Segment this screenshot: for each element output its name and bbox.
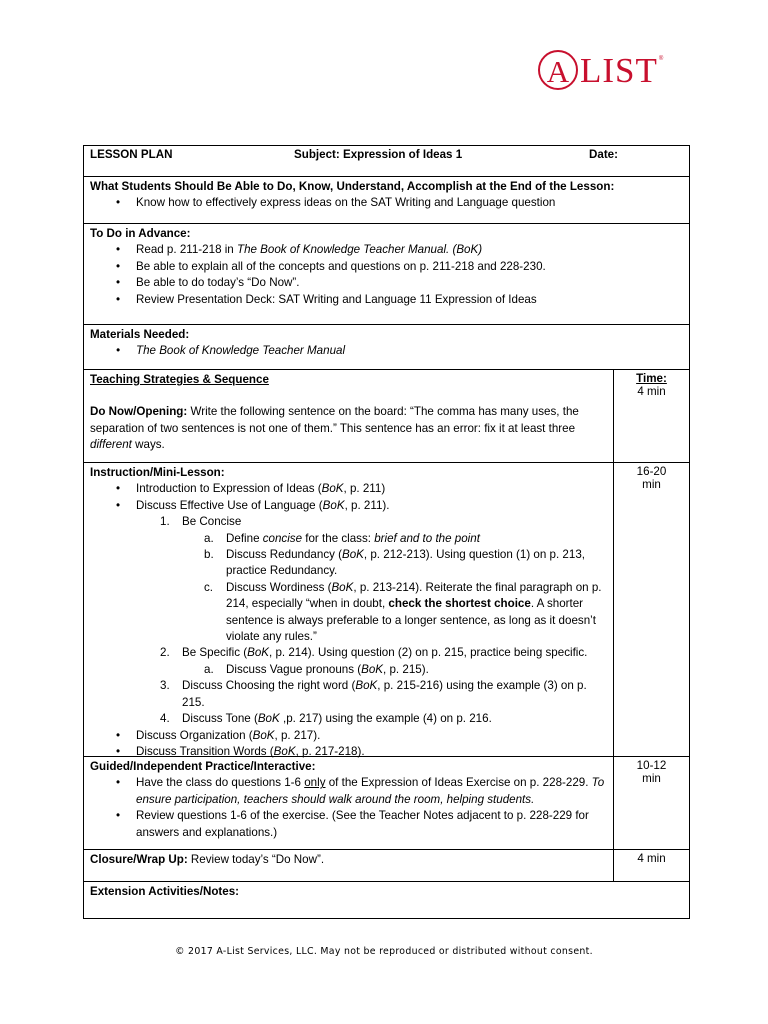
logo-circle-a: A (538, 50, 578, 90)
instruction-item: • Discuss Effective Use of Language (BoK, p. 211). (90, 498, 607, 514)
objectives-row (84, 176, 689, 223)
materials-item: • The Book of Knowledge Teacher Manual (90, 343, 683, 359)
practice-time: 10-12 min (636, 759, 667, 785)
instruction-heading: Instruction/Mini-Lesson: (90, 466, 225, 479)
numbered-item: 2. Be Specific (BoK, p. 214). Using question (2) on p. 215, practice being specific. (160, 646, 588, 660)
header-row (84, 146, 689, 176)
practice-item: • Have the class do questions 1-6 only of the Expression of Ideas Exercise on p. 228-229. To ensure participation, teachers should walk around the room, helping students. (90, 775, 607, 808)
extension-row (84, 881, 689, 918)
copyright-footer: © 2017 A-List Services, LLC. May not be reproduced or distributed without consent. (175, 946, 593, 957)
advance-list (90, 242, 683, 308)
strategies-row (84, 369, 689, 462)
instruction-list-end (90, 728, 607, 761)
practice-heading: Guided/Independent Practice/Interactive: (90, 760, 316, 773)
advance-item: • Be able to explain all of the concepts and questions on p. 211-218 and 228-230. (90, 259, 683, 275)
instruction-list (90, 481, 607, 514)
lettered-item: b. Discuss Redundancy (BoK, p. 212-213). Using question (1) on p. 213, practice Redundancy. (204, 548, 585, 578)
date-label: Date: (589, 148, 618, 161)
materials-heading: Materials Needed: (90, 328, 190, 341)
instruction-row (84, 462, 689, 756)
extension-heading: Extension Activities/Notes: (90, 885, 240, 898)
numbered-item: 4. Discuss Tone (BoK ,p. 217) using the example (4) on p. 216. (160, 712, 492, 726)
closure-time: 4 min (637, 852, 666, 865)
strategies-heading: Teaching Strategies & Sequence (90, 373, 269, 386)
a-list-logo (538, 50, 663, 90)
lettered-item: a. Define concise for the class: brief and to the point (204, 531, 480, 545)
numbered-item: 3. Discuss Choosing the right word (BoK, p. 215-216) using the example (3) on p. 215. (160, 679, 587, 709)
materials-row (84, 324, 689, 369)
instruction-time: 16-20 min (636, 465, 667, 491)
instruction-item: • Introduction to Expression of Ideas (BoK, p. 211) (90, 481, 607, 497)
time-heading: Time: (636, 372, 667, 385)
practice-row (84, 756, 689, 849)
logo-registered-mark: ® (658, 56, 664, 62)
do-now-time: 4 min (637, 385, 666, 398)
advance-item: • Read p. 211-218 in The Book of Knowledge Teacher Manual. (BoK) (90, 242, 683, 258)
advance-row (84, 223, 689, 324)
logo-list-text: LIST (580, 50, 658, 90)
materials-list (90, 343, 683, 359)
advance-heading: To Do in Advance: (90, 227, 191, 240)
closure-row (84, 849, 689, 881)
objectives-heading: What Students Should Be Able to Do, Know, Understand, Accomplish at the End of the Lesson: (90, 180, 615, 193)
advance-item: • Review Presentation Deck: SAT Writing and Language 11 Expression of Ideas (90, 292, 683, 308)
subject-label: Subject: Expression of Ideas 1 (294, 148, 463, 161)
lesson-plan-label: LESSON PLAN (90, 148, 173, 161)
instruction-item: • Discuss Organization (BoK, p. 217). (90, 728, 607, 744)
lettered-item: a. Discuss Vague pronouns (BoK, p. 215). (204, 662, 429, 676)
lesson-plan-table (83, 145, 690, 919)
closure-text: Closure/Wrap Up: Review today’s “Do Now”. (90, 853, 325, 866)
practice-item: • Review questions 1-6 of the exercise. (See the Teacher Notes adjacent to p. 228-229 for answers and explanations.) (90, 808, 607, 841)
objectives-list (90, 195, 683, 211)
do-now-text: Do Now/Opening: Write the following sentence on the board: “The comma has many uses, the separation of two sentences is not one of them.” This sentence has an error: fix it at least three different ways. (90, 405, 579, 452)
instruction-item: • Discuss Transition Words (BoK, p. 217-218). (90, 744, 607, 760)
advance-item: • Be able to do today’s “Do Now”. (90, 275, 683, 291)
practice-list (90, 775, 607, 841)
numbered-item: 1. Be Concise (160, 515, 242, 529)
lettered-item: c. Discuss Wordiness (BoK, p. 213-214). Reiterate the final paragraph on p. 214, especially “when in doubt, check the shortest choice. A shorter sentence is always preferable to a longer sentence, as long as it doesn’t violate any rules.” (204, 580, 602, 644)
objective-item: • Know how to effectively express ideas on the SAT Writing and Language question (90, 195, 683, 211)
